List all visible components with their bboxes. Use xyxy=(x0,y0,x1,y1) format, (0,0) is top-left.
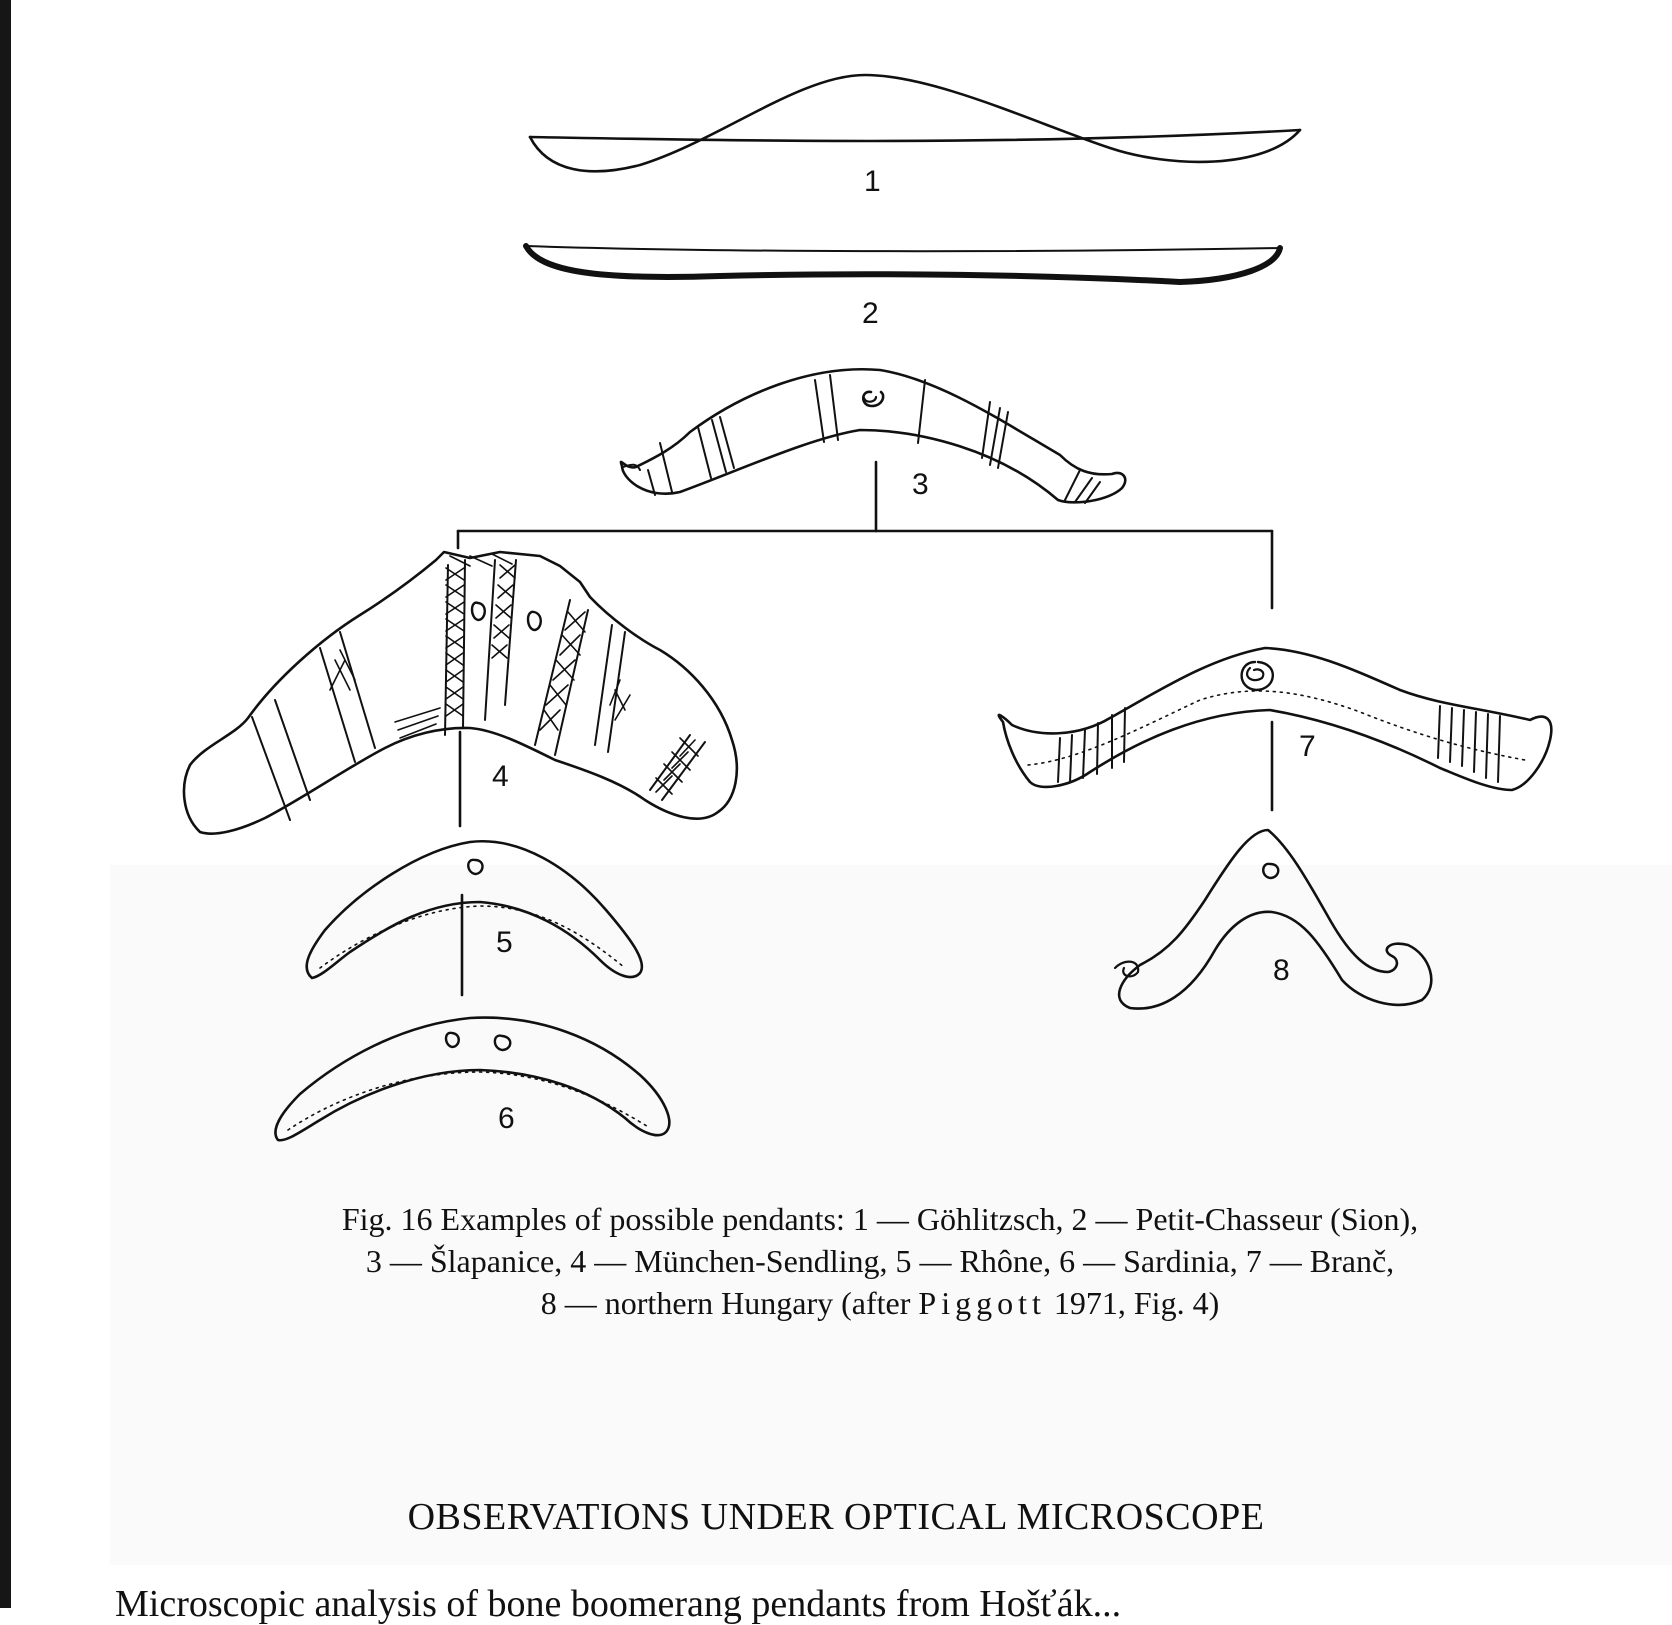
figure-item-number: 4 xyxy=(492,760,509,793)
body-text-fragment: Microscopic analysis of bone boomerang pendants from Hošťák... xyxy=(115,1583,1122,1625)
pendant-5-drawing xyxy=(307,841,642,978)
figure-item-number: 2 xyxy=(862,297,879,330)
connector-lines xyxy=(458,462,1272,995)
pendant-1-drawing xyxy=(530,75,1300,171)
figure-item-number: 5 xyxy=(496,926,513,959)
caption-line-2: 3 — Šlapanice, 4 — München-Sendling, 5 — Rhône, 6 — Sardinia, 7 — Branč, xyxy=(365,1243,1395,1279)
figure-item-number: 8 xyxy=(1273,954,1290,987)
caption-line-3-end: 1971, Fig. 4) xyxy=(1045,1285,1220,1321)
section-heading: OBSERVATIONS UNDER OPTICAL MICROSCOPE xyxy=(407,1496,1265,1538)
caption-line-3 xyxy=(180,1282,1580,1324)
figure-item-number: 1 xyxy=(864,165,881,198)
pendant-2-drawing xyxy=(526,246,1280,282)
figure-caption xyxy=(180,1198,1580,1324)
figure-item-number: 3 xyxy=(912,468,929,501)
figure-item-number: 7 xyxy=(1299,730,1316,763)
caption-line-3-start: 8 — northern Hungary (after xyxy=(540,1285,919,1321)
caption-line-1: Fig. 16 Examples of possible pendants: 1 — Göhlitzsch, 2 — Petit-Chasseur (Sion), xyxy=(341,1201,1419,1237)
pendant-3-drawing xyxy=(621,369,1125,503)
caption-author: Piggott xyxy=(918,1285,1046,1321)
pendant-6-drawing xyxy=(275,1018,669,1141)
figure-item-number: 6 xyxy=(498,1102,515,1135)
pendant-7-drawing xyxy=(999,648,1552,790)
